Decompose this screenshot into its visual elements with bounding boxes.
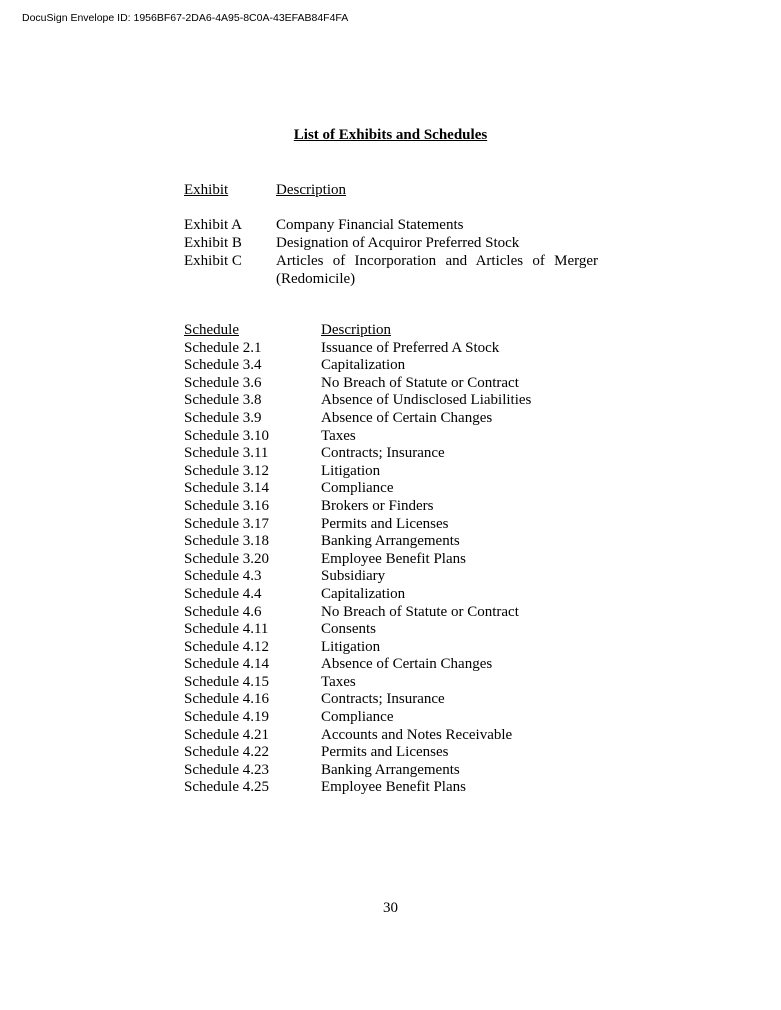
schedule-id: Schedule 3.17	[184, 515, 269, 532]
exhibit-row	[184, 252, 598, 288]
schedule-description: Employee Benefit Plans	[321, 550, 466, 567]
schedule-row	[184, 480, 531, 498]
schedule-row	[184, 779, 531, 797]
schedule-id: Schedule 3.12	[184, 462, 269, 479]
schedule-id: Schedule 3.6	[184, 374, 262, 391]
schedules-header	[184, 322, 531, 340]
schedule-id: Schedule 4.15	[184, 673, 269, 690]
schedule-row	[184, 621, 531, 639]
schedule-id: Schedule 4.4	[184, 585, 262, 602]
schedule-id: Schedule 3.18	[184, 533, 269, 550]
schedule-id: Schedule 4.25	[184, 779, 269, 796]
exhibit-id: Exhibit C	[184, 253, 242, 269]
schedule-id: Schedule 3.16	[184, 497, 269, 514]
exhibit-id: Exhibit B	[184, 235, 242, 251]
exhibits-header	[184, 181, 598, 199]
schedule-description: Taxes	[321, 673, 356, 690]
schedule-column-header: Schedule	[184, 322, 239, 338]
exhibit-column-header: Exhibit	[184, 182, 229, 198]
schedule-id: Schedule 3.11	[184, 445, 269, 462]
schedule-rows	[184, 340, 531, 797]
exhibit-description-header: Description	[276, 182, 346, 198]
schedule-description: Taxes	[321, 427, 356, 444]
schedule-row	[184, 516, 531, 534]
schedule-row	[184, 744, 531, 762]
exhibit-description: Company Financial Statements	[276, 217, 464, 233]
schedule-description: Litigation	[321, 462, 381, 479]
schedule-id: Schedule 4.23	[184, 761, 269, 778]
schedule-row	[184, 498, 531, 516]
schedule-id: Schedule 3.4	[184, 357, 262, 374]
schedule-id: Schedule 4.22	[184, 744, 269, 761]
schedule-description: Subsidiary	[321, 568, 386, 585]
schedule-description: Contracts; Insurance	[321, 445, 445, 462]
schedule-id: Schedule 4.21	[184, 726, 269, 743]
schedule-row	[184, 392, 531, 410]
schedule-description: Permits and Licenses	[321, 515, 449, 532]
schedule-row	[184, 762, 531, 780]
schedule-row	[184, 428, 531, 446]
page-title: List of Exhibits and Schedules	[293, 127, 488, 143]
schedule-row	[184, 463, 531, 481]
schedule-row	[184, 568, 531, 586]
schedule-description: Capitalization	[321, 357, 406, 374]
schedule-description: Litigation	[321, 638, 381, 655]
schedule-id: Schedule 3.9	[184, 409, 262, 426]
schedule-row	[184, 410, 531, 428]
schedule-id: Schedule 3.14	[184, 480, 269, 497]
schedule-description: Absence of Undisclosed Liabilities	[321, 392, 532, 409]
schedule-description: Absence of Certain Changes	[321, 409, 493, 426]
schedule-id: Schedule 4.12	[184, 638, 269, 655]
schedule-description: Contracts; Insurance	[321, 691, 445, 708]
schedule-row	[184, 709, 531, 727]
schedule-row	[184, 357, 531, 375]
schedule-row	[184, 533, 531, 551]
schedule-row	[184, 445, 531, 463]
schedule-id: Schedule 3.20	[184, 550, 269, 567]
exhibit-row	[184, 234, 598, 252]
schedule-description: Brokers or Finders	[321, 497, 434, 514]
exhibit-row	[184, 216, 598, 234]
page-number: 30	[383, 900, 398, 916]
exhibit-description: Articles of Incorporation and Articles of Merger (Redomicile)	[276, 253, 598, 287]
schedule-id: Schedule 3.8	[184, 392, 262, 409]
envelope-id: DocuSign Envelope ID: 1956BF67-2DA6-4A95-8C0A-43EFAB84F4FA	[22, 12, 349, 24]
schedule-id: Schedule 4.6	[184, 603, 262, 620]
schedule-row	[184, 639, 531, 657]
schedule-description: Consents	[321, 621, 377, 638]
schedule-description: Compliance	[321, 480, 394, 497]
schedule-row	[184, 674, 531, 692]
schedule-row	[184, 586, 531, 604]
schedule-id: Schedule 4.14	[184, 656, 269, 673]
schedule-row	[184, 375, 531, 393]
schedule-row	[184, 604, 531, 622]
exhibit-description: Designation of Acquiror Preferred Stock	[276, 235, 520, 251]
schedule-description: Permits and Licenses	[321, 744, 449, 761]
schedule-id: Schedule 4.3	[184, 568, 262, 585]
schedule-description: Capitalization	[321, 585, 406, 602]
schedule-description: No Breach of Statute or Contract	[321, 374, 519, 391]
schedule-row	[184, 656, 531, 674]
schedule-description: Banking Arrangements	[321, 761, 460, 778]
exhibit-rows	[184, 216, 598, 288]
schedule-id: Schedule 2.1	[184, 339, 262, 356]
exhibit-id: Exhibit A	[184, 217, 242, 233]
schedule-description: Accounts and Notes Receivable	[321, 726, 513, 743]
schedule-id: Schedule 4.19	[184, 709, 269, 726]
schedule-description: Absence of Certain Changes	[321, 656, 493, 673]
schedule-id: Schedule 4.16	[184, 691, 269, 708]
schedule-row	[184, 691, 531, 709]
schedule-description-header: Description	[321, 322, 391, 338]
schedule-row	[184, 340, 531, 358]
schedule-description: Banking Arrangements	[321, 533, 460, 550]
schedule-id: Schedule 4.11	[184, 621, 269, 638]
schedule-description: Employee Benefit Plans	[321, 779, 466, 796]
schedule-description: No Breach of Statute or Contract	[321, 603, 519, 620]
schedule-id: Schedule 3.10	[184, 427, 269, 444]
schedule-description: Compliance	[321, 709, 394, 726]
schedules-table	[184, 322, 531, 797]
schedule-row	[184, 551, 531, 569]
schedule-description: Issuance of Preferred A Stock	[321, 339, 500, 356]
schedule-row	[184, 727, 531, 745]
exhibits-table	[184, 181, 598, 288]
